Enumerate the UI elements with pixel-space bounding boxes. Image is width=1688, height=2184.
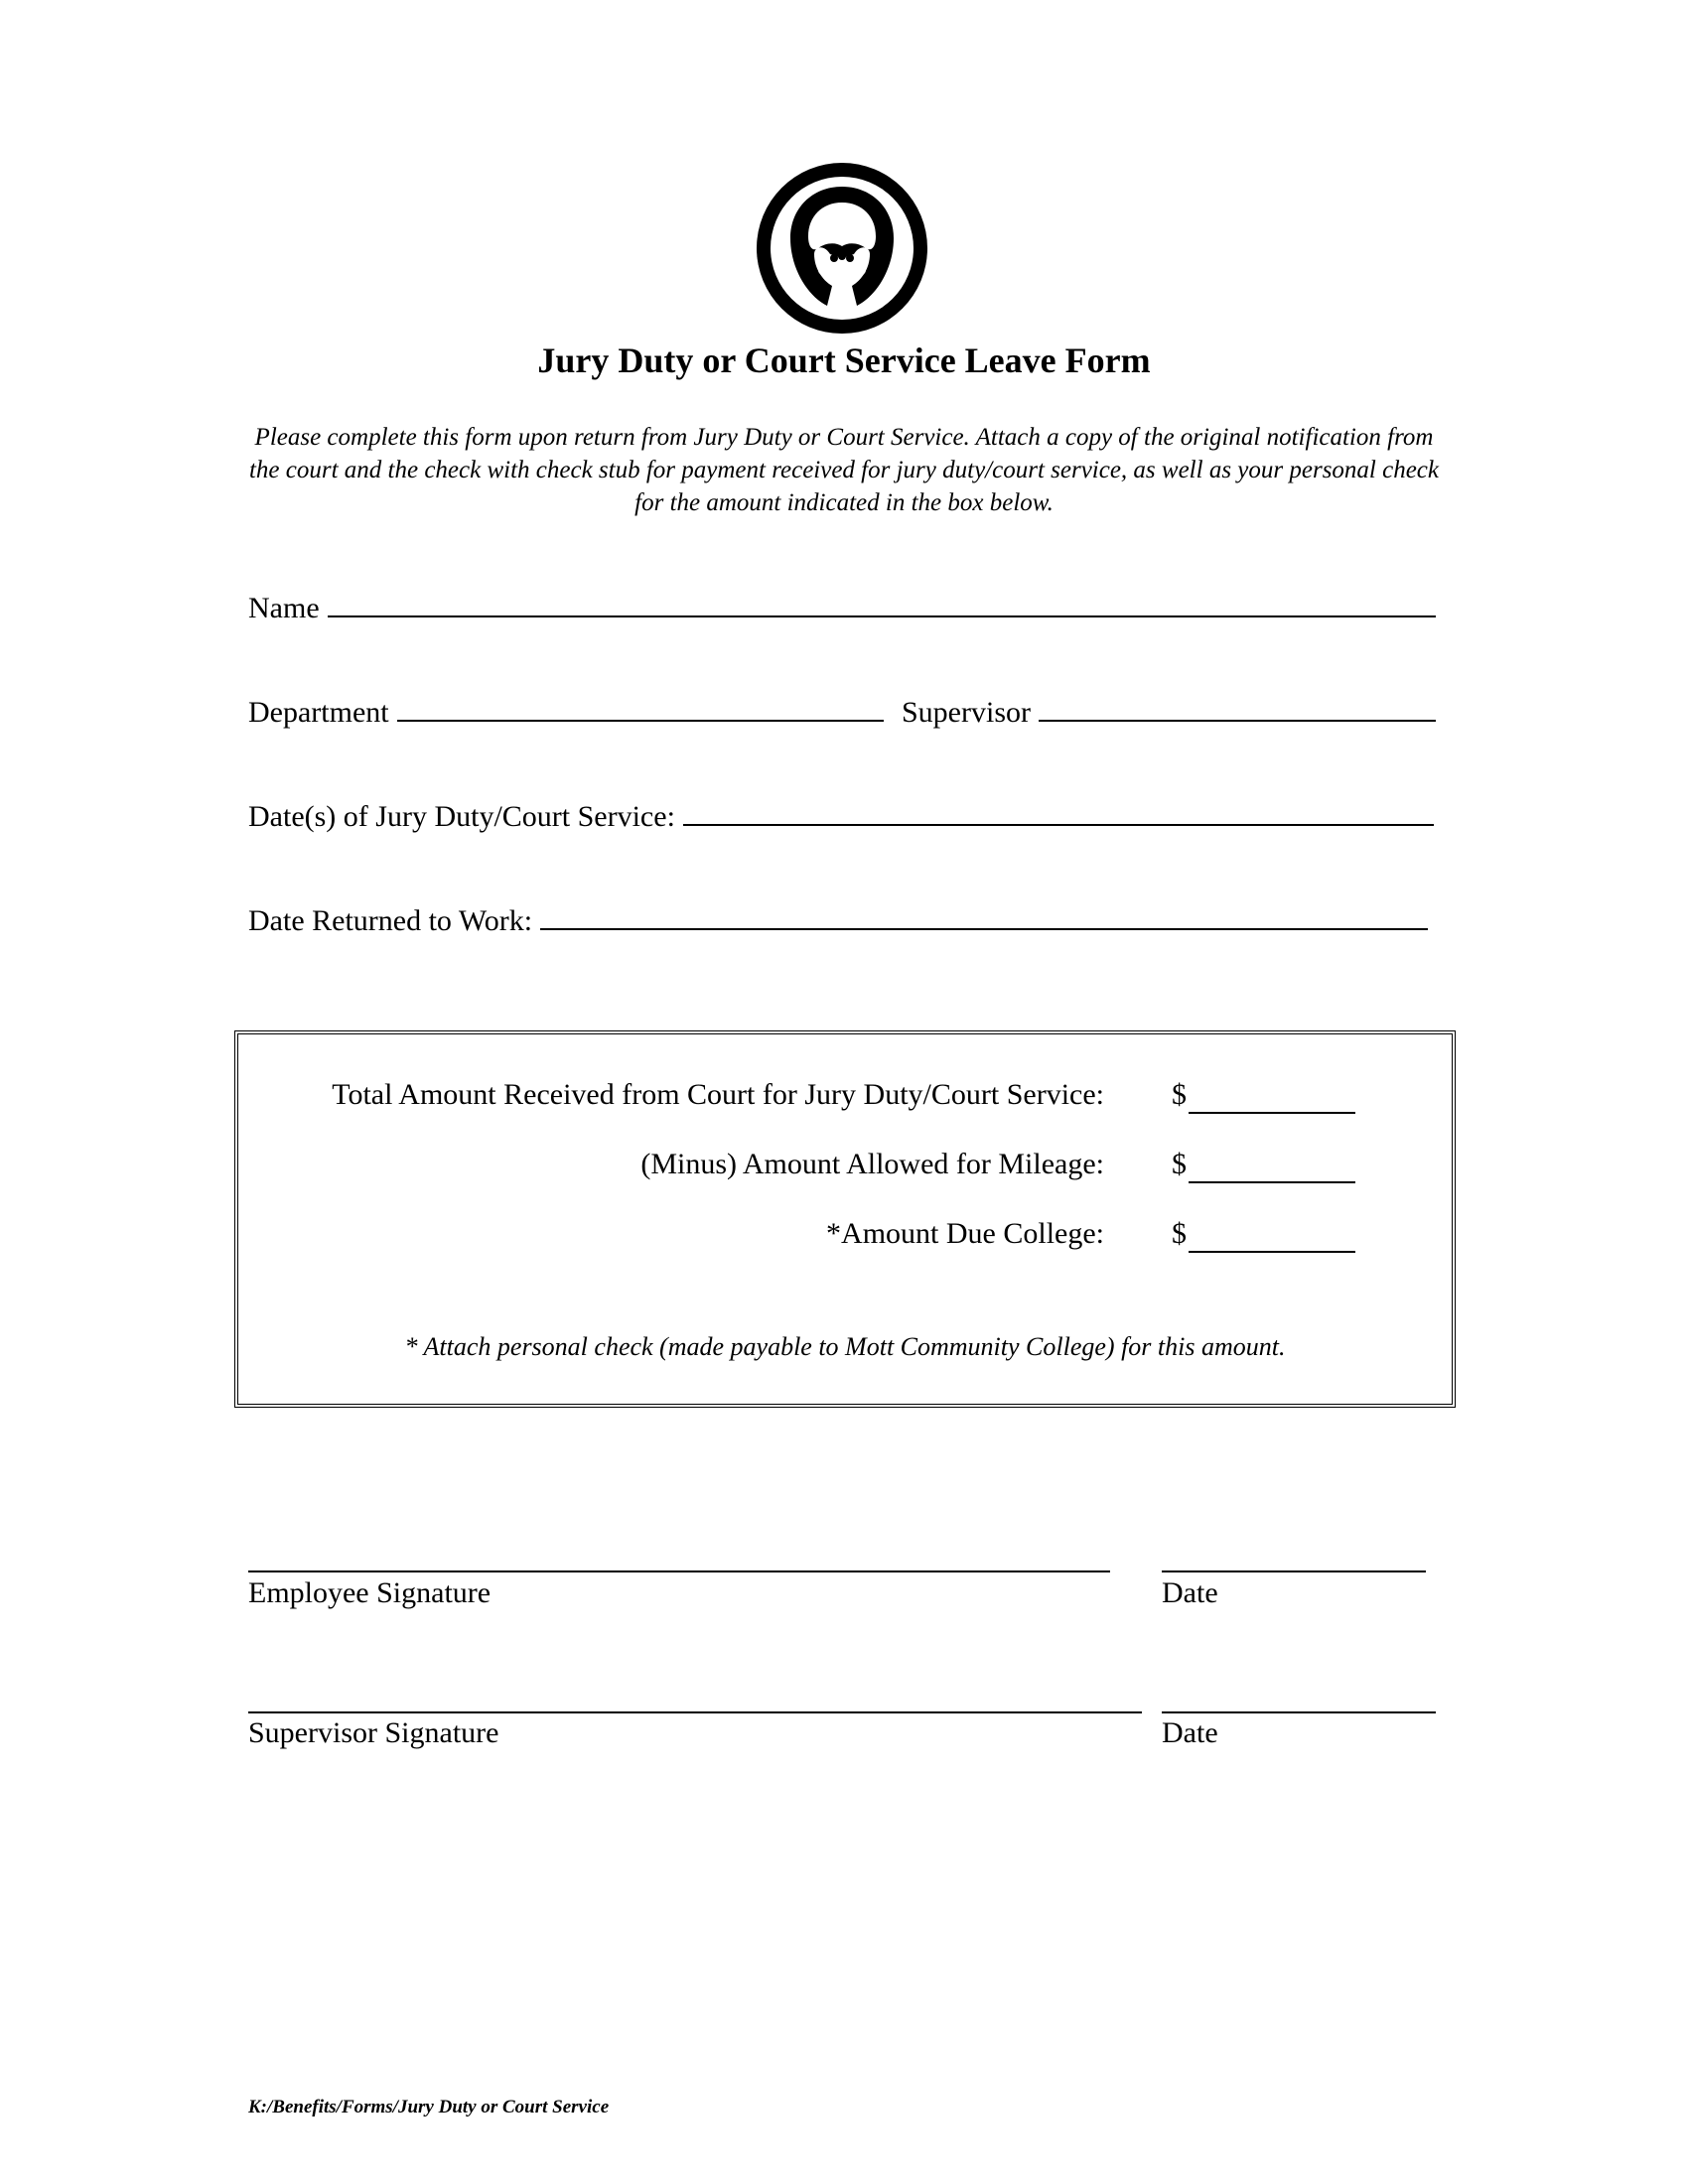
total-amount-label: Total Amount Received from Court for Jury Duty/Court Service: — [332, 1078, 1104, 1111]
dates-row — [248, 800, 1434, 834]
mileage-amount-field[interactable] — [1172, 1148, 1355, 1183]
supervisor-signature-label: Supervisor Signature — [248, 1716, 499, 1749]
dates-label: Date(s) of Jury Duty/Court Service: — [248, 800, 675, 833]
form-instructions: Please complete this form upon return from Jury Duty or Court Service. Attach a copy of the original notification from the court and the check with check stub for payment received for jury duty/court service, as well as your personal check for the amount indicated in the box below. — [248, 424, 1440, 516]
total-amount-field[interactable] — [1172, 1078, 1355, 1114]
amount-box — [234, 1030, 1456, 1408]
name-label: Name — [248, 592, 320, 624]
amount-due-label: *Amount Due College: — [826, 1217, 1104, 1250]
mileage-amount-label: (Minus) Amount Allowed for Mileage: — [640, 1148, 1104, 1180]
returned-row — [248, 904, 1428, 938]
currency-symbol: $ — [1172, 1078, 1187, 1111]
name-field[interactable] — [328, 592, 1436, 617]
department-row — [248, 696, 884, 730]
dates-field[interactable] — [683, 800, 1434, 826]
supervisor-date-line[interactable] — [1162, 1711, 1436, 1713]
name-row — [248, 592, 1436, 625]
supervisor-label: Supervisor — [902, 696, 1031, 729]
department-field[interactable] — [397, 696, 884, 722]
supervisor-row — [902, 696, 1436, 730]
currency-symbol: $ — [1172, 1148, 1187, 1180]
supervisor-signature-line[interactable] — [248, 1711, 1142, 1713]
college-logo — [753, 159, 931, 338]
personal-check-note: * Attach personal check (made payable to Mott Community College) for this amount. — [404, 1332, 1286, 1361]
supervisor-date-label: Date — [1162, 1716, 1218, 1749]
form-title: Jury Duty or Court Service Leave Form — [537, 341, 1151, 380]
department-label: Department — [248, 696, 389, 729]
supervisor-field[interactable] — [1039, 696, 1436, 722]
returned-label: Date Returned to Work: — [248, 904, 533, 937]
file-path-footer: K:/Benefits/Forms/Jury Duty or Court Service — [248, 2097, 610, 2117]
employee-date-line[interactable] — [1162, 1570, 1426, 1572]
employee-signature-label: Employee Signature — [248, 1576, 492, 1609]
employee-signature-line[interactable] — [248, 1570, 1110, 1572]
amount-due-field[interactable] — [1172, 1217, 1355, 1253]
employee-date-label: Date — [1162, 1576, 1218, 1609]
returned-field[interactable] — [540, 904, 1428, 930]
currency-symbol: $ — [1172, 1217, 1187, 1250]
